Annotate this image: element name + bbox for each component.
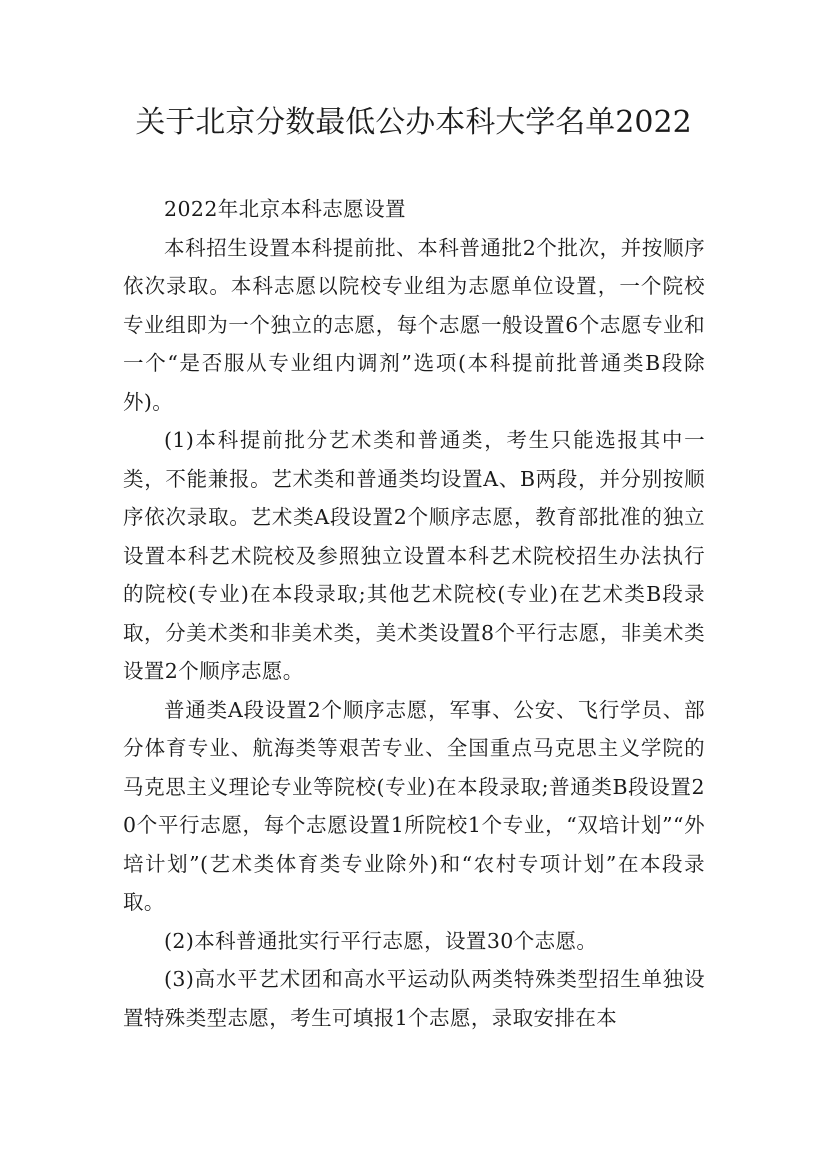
paragraph: (3)高水平艺术团和高水平运动队两类特殊类型招生单独设置特殊类型志愿，考生可填报1个志愿，录取安排在本 bbox=[123, 967, 705, 1030]
section-heading: 2022年北京本科志愿设置 bbox=[164, 197, 406, 221]
document-body bbox=[123, 190, 705, 1037]
document-title: 关于北京分数最低公办本科大学名单2022 bbox=[135, 105, 692, 140]
paragraph: (2)本科普通批实行平行志愿，设置30个志愿。 bbox=[164, 928, 598, 953]
paragraph: (1)本科提前批分艺术类和普通类，考生只能选报其中一类，不能兼报。艺术类和普通类均设置A、B两段，并分别按顺序依次录取。艺术类A段设置2个顺序志愿，教育部批准的独立设置本科艺术院校及参照独立设置本科艺术院校招生办法执行的院校(专业)在本段录取;其他艺术院校(专业)在艺术类B段录取，分美术类和非美术类，美术类设置8个平行志愿，非美术类设置2个顺序志愿。 bbox=[123, 428, 705, 683]
paragraph: 本科招生设置本科提前批、本科普通批2个批次，并按顺序依次录取。本科志愿以院校专业组为志愿单位设置，一个院校专业组即为一个独立的志愿，每个志愿一般设置6个志愿专业和一个“是否服从专业组内调剂”选项(本科提前批普通类B段除外)。 bbox=[123, 235, 705, 414]
paragraph: 普通类A段设置2个顺序志愿，军事、公安、飞行学员、部分体育专业、航海类等艰苦专业、全国重点马克思主义学院的马克思主义理论专业等院校(专业)在本段录取;普通类B段设置20个平行志愿，每个志愿设置1所院校1个专业，“双培计划”“外培计划”(艺术类体育类专业除外)和“农村专项计划”在本段录取。 bbox=[123, 697, 705, 914]
